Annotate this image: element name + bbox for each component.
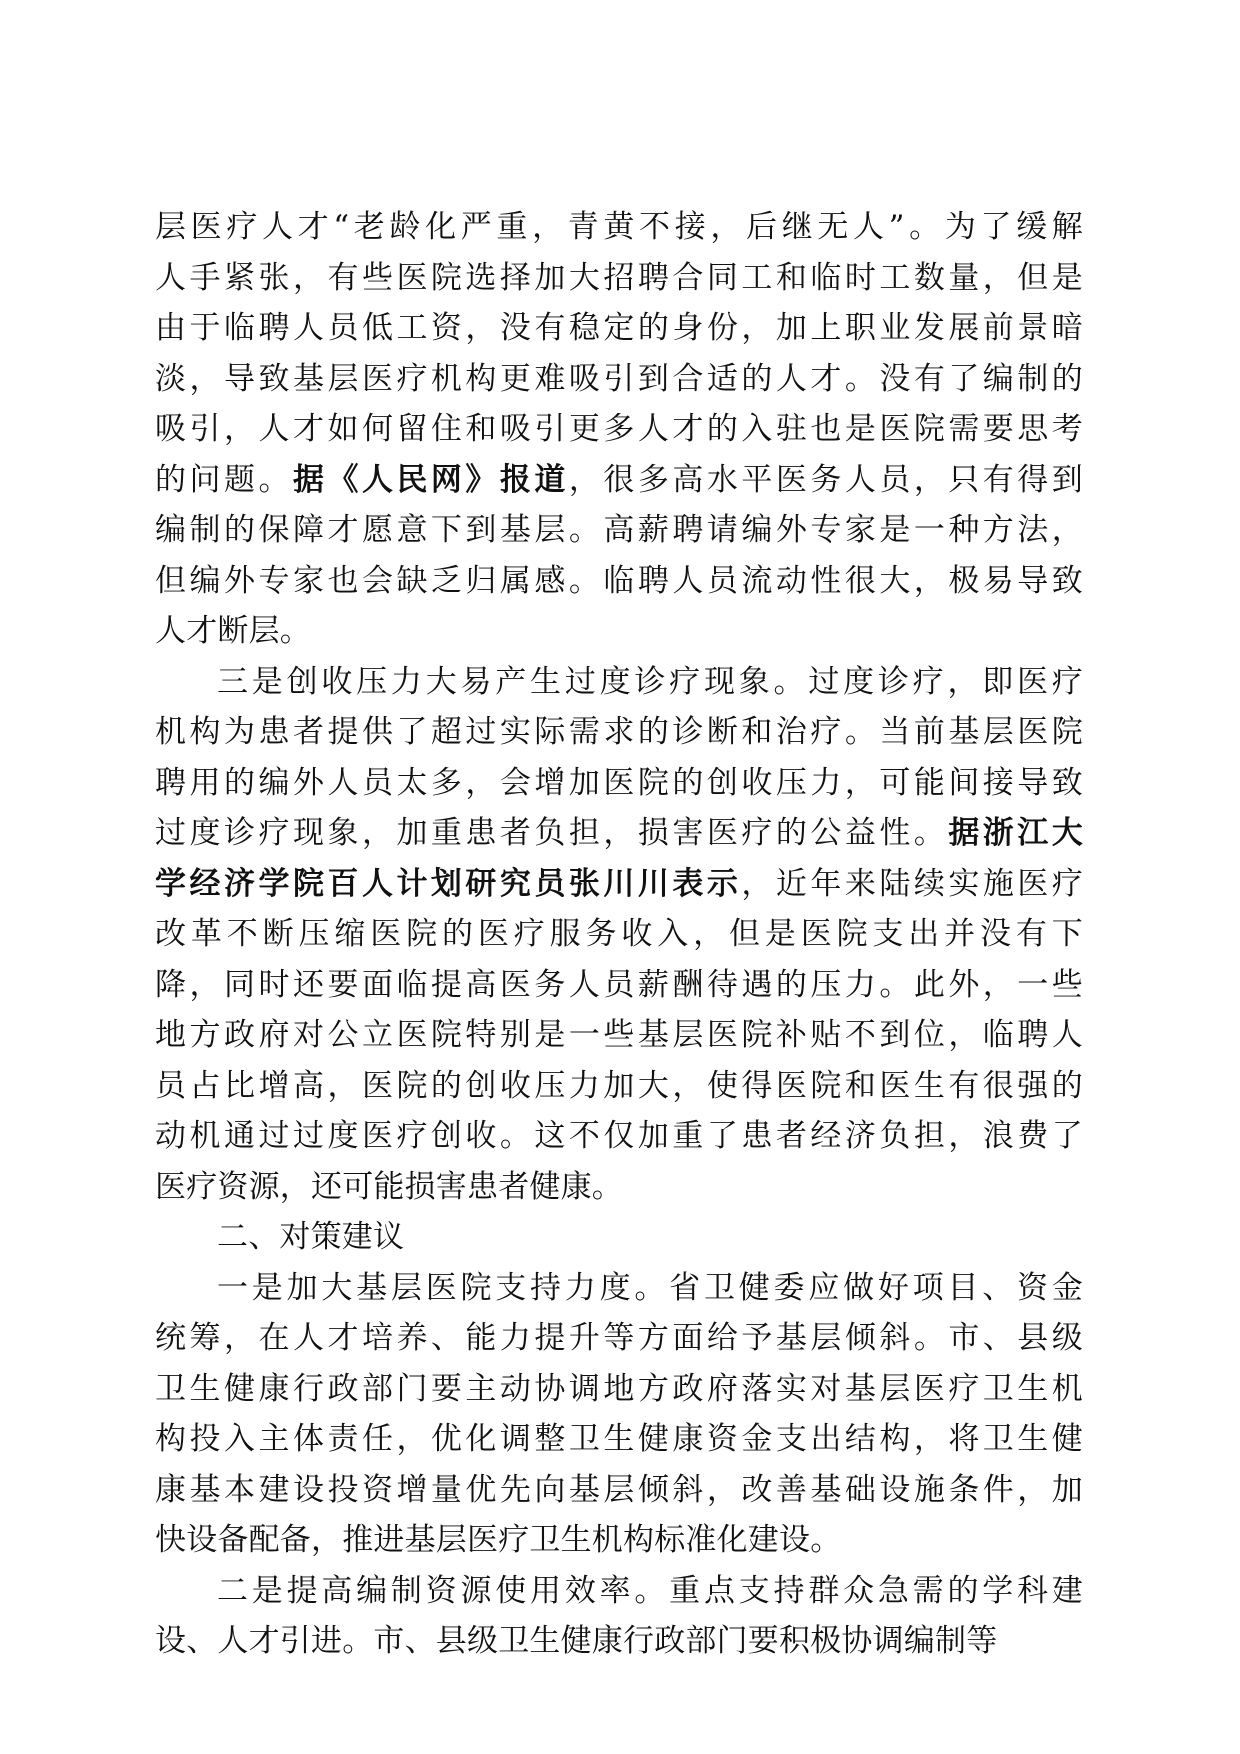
- paragraph: [155, 657, 1083, 1213]
- text-run: 的问题。: [155, 461, 293, 498]
- text-line: [155, 556, 1083, 607]
- text-run: 改革不断压缩医院的医疗服务收入，但是医院支出并没有下: [155, 916, 1083, 952]
- text-run: 康基本建设投资增量优先向基层倾斜，改善基础设施条件，加: [155, 1471, 1083, 1508]
- text-run: ，很多高水平医务人员，只有得到: [568, 461, 1083, 498]
- text-line: [155, 758, 1083, 809]
- text-run: 地方政府对公立医院特别是一些基层医院补贴不到位，临聘人: [155, 1017, 1083, 1053]
- text-line: [155, 1061, 1083, 1112]
- text-line: [155, 202, 1083, 253]
- text-line: [155, 1313, 1083, 1364]
- text-run: 层医疗人才“老龄化严重，青黄不接，后继无人”。为了缓解: [155, 209, 1083, 245]
- text-run: 设、人才引进。市、县级卫生健康行政部门要积极协调编制等: [155, 1623, 998, 1659]
- text-run: 聘用的编外人员太多，会增加医院的创收压力，可能间接导致: [155, 764, 1083, 801]
- text-run: 机构为患者提供了超过实际需求的诊断和治疗。当前基层医院: [155, 714, 1083, 750]
- text-run: 淡，导致基层医疗机构更难吸引到合适的人才。没有了编制的: [155, 360, 1083, 397]
- text-run: 编制的保障才愿意下到基层。高薪聘请编外专家是一种方法，: [155, 512, 1083, 548]
- text-run: 动机通过过度医疗创收。这不仅加重了患者经济负担，浪费了: [155, 1118, 1083, 1154]
- text-line: [155, 808, 1083, 859]
- text-line: [155, 707, 1083, 758]
- text-line: [155, 1566, 1083, 1617]
- text-line: [155, 859, 1083, 910]
- text-line: [155, 354, 1083, 405]
- text-run: 过度诊疗现象，加重患者负担，损害医疗的公益性。: [155, 815, 949, 851]
- bold-source-citation: 学经济学院百人计划研究员张川川表示: [155, 865, 742, 902]
- text-run: 卫生健康行政部门要主动协调地方政府落实对基层医疗卫生机: [155, 1370, 1083, 1407]
- text-run: 快设备配备，推进基层医疗卫生机构标准化建设。: [155, 1522, 842, 1558]
- text-run: 降，同时还要面临提高医务人员薪酬待遇的压力。此外，一些: [155, 966, 1083, 1003]
- text-line: [155, 1515, 1083, 1566]
- text-run: 医疗资源，还可能损害患者健康。: [155, 1168, 623, 1205]
- bold-source-citation: 据《人民网》报道: [292, 461, 569, 498]
- paragraph: [155, 202, 1083, 657]
- text-line: [155, 303, 1083, 354]
- text-line: [155, 657, 1083, 708]
- text-line: [155, 1010, 1083, 1061]
- text-run: 人才断层。: [155, 613, 311, 649]
- section-heading: [155, 1212, 1083, 1263]
- text-run: 吸引，人才如何留住和吸引更多人才的入驻也是医院需要思考: [155, 411, 1083, 447]
- text-run: 人手紧张，有些医院选择加大招聘合同工和临时工数量，但是: [155, 259, 1083, 296]
- paragraph: [155, 1566, 1083, 1667]
- text-line: [155, 606, 1083, 657]
- bold-source-citation: 据浙江大: [948, 815, 1083, 851]
- text-line: [155, 960, 1083, 1011]
- text-line: [155, 909, 1083, 960]
- text-run: 二是提高编制资源使用效率。重点支持群众急需的学科建: [217, 1572, 1083, 1609]
- text-run: 构投入主体责任，优化调整卫生健康资金支出结构，将卫生健: [155, 1421, 1083, 1457]
- text-line: [155, 1616, 1083, 1667]
- text-run: 二、对策建议: [217, 1219, 405, 1255]
- text-line: [155, 455, 1083, 506]
- text-line: [155, 404, 1083, 455]
- text-line: [155, 505, 1083, 556]
- text-run: 三是创收压力大易产生过度诊疗现象。过度诊疗，即医疗: [217, 663, 1083, 700]
- text-line: [155, 1465, 1083, 1516]
- text-line: [155, 1364, 1083, 1415]
- text-line: [155, 1162, 1083, 1213]
- text-line: [155, 1111, 1083, 1162]
- paragraph: [155, 1263, 1083, 1566]
- text-run: 由于临聘人员低工资，没有稳定的身份，加上职业发展前景暗: [155, 310, 1083, 346]
- text-run: 统筹，在人才培养、能力提升等方面给予基层倾斜。市、县级: [155, 1320, 1083, 1356]
- text-run: 员占比增高，医院的创收压力加大，使得医院和医生有很强的: [155, 1067, 1083, 1104]
- text-line: [155, 1212, 1083, 1263]
- text-run: 但编外专家也会缺乏归属感。临聘人员流动性很大，极易导致: [155, 562, 1083, 599]
- text-line: [155, 1414, 1083, 1465]
- text-run: ，近年来陆续实施医疗: [741, 865, 1083, 902]
- document-body: [155, 202, 1083, 1667]
- text-line: [155, 253, 1083, 304]
- text-run: 一是加大基层医院支持力度。省卫健委应做好项目、资金: [217, 1269, 1083, 1306]
- text-line: [155, 1263, 1083, 1314]
